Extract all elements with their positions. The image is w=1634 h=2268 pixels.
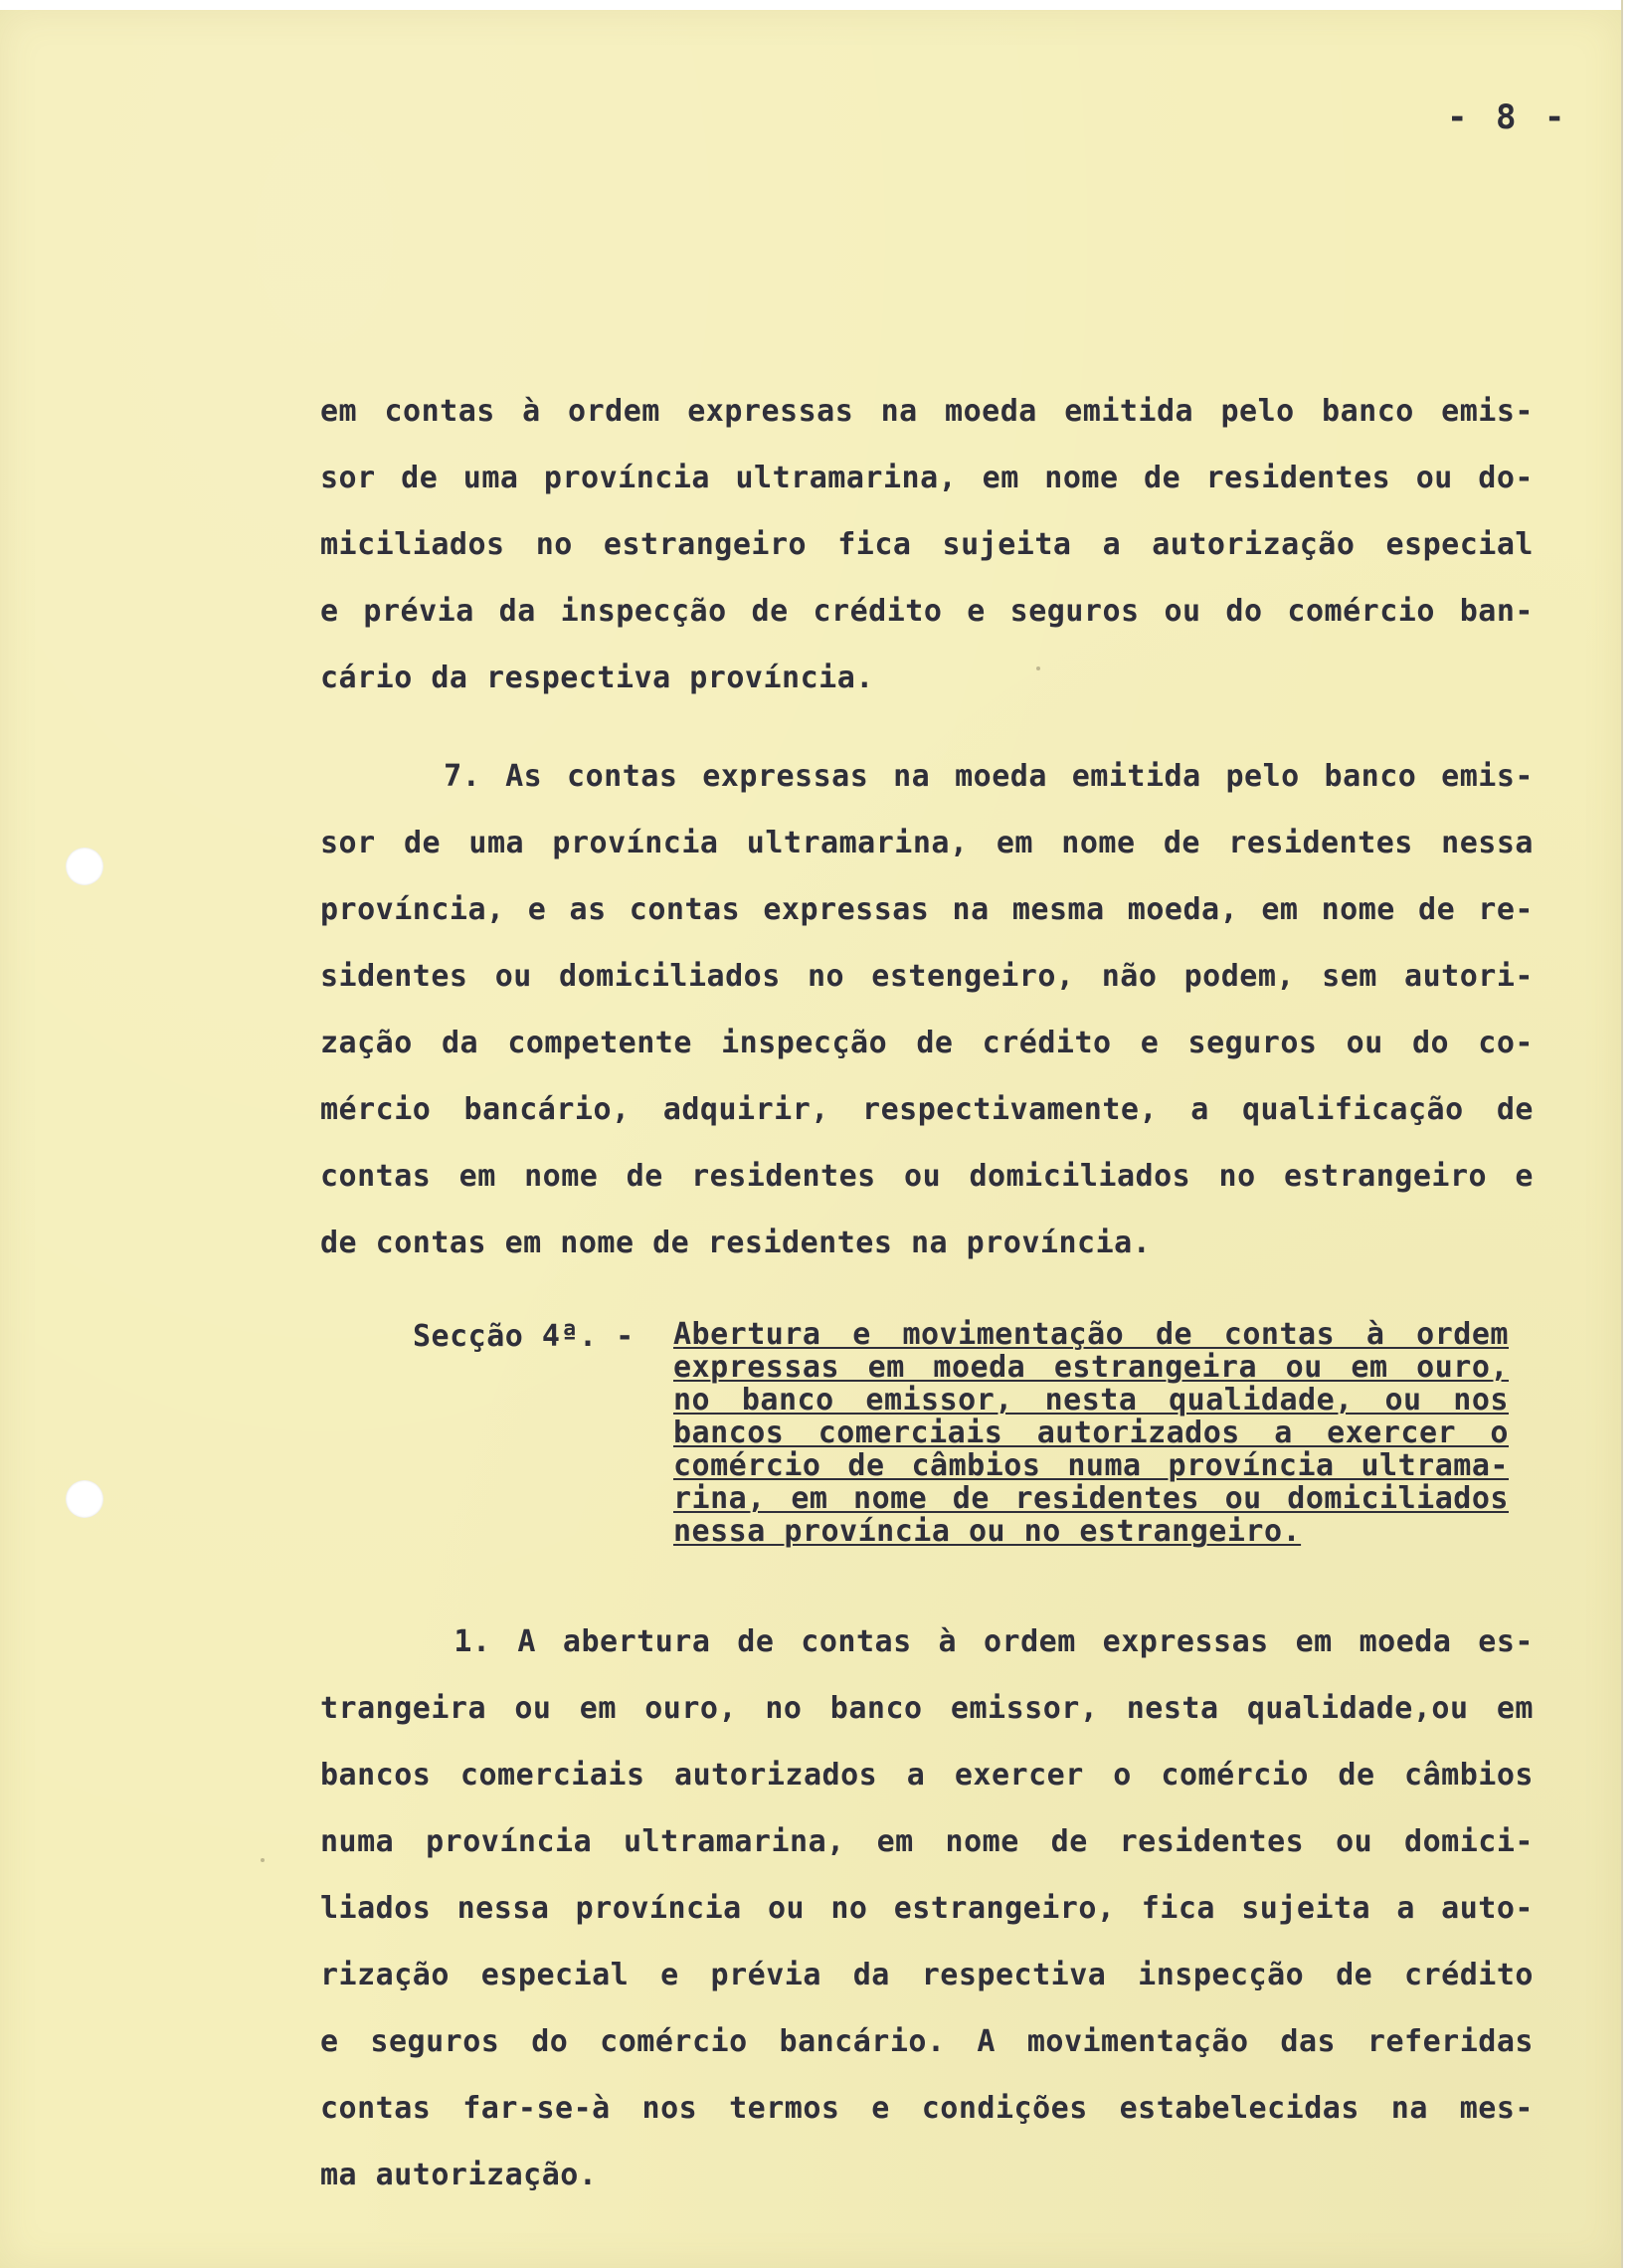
text-line: liados nessa província ou no estrangeiro, fica sujeita a auto- (320, 1891, 1534, 1926)
text-line: numa província ultramarina, em nome de residentes ou domici- (320, 1824, 1534, 1859)
text-line: sor de uma província ultramarina, em nome de residentes nessa (320, 826, 1534, 860)
section-title (673, 1318, 1509, 1548)
text-line: sidentes ou domiciliados no estengeiro, não podem, sem autori- (320, 959, 1534, 994)
paragraph-item-1 (320, 1608, 1534, 2208)
text-line: sor de uma província ultramarina, em nome de residentes ou do- (320, 461, 1534, 495)
text-line: e seguros do comércio bancário. A movimentação das referidas (320, 2024, 1534, 2059)
punch-hole (66, 848, 103, 885)
text-line: de contas em nome de residentes na província. (320, 1226, 1152, 1260)
scan-right-margin (1621, 0, 1634, 2268)
text-line: cário da respectiva província. (320, 661, 874, 695)
text-line: rização especial e prévia da respectiva inspecção de crédito (320, 1958, 1534, 1992)
text-line: miciliados no estrangeiro fica sujeita a autorização especial (320, 527, 1534, 562)
section-title-line: nessa província ou no estrangeiro. (673, 1514, 1302, 1549)
paragraph-item-7 (320, 743, 1534, 1276)
section-title-line: expressas em moeda estrangeira ou em ouro, (673, 1350, 1509, 1385)
text-line: bancos comerciais autorizados a exercer o comércio de câmbios (320, 1758, 1534, 1793)
text-line: ma autorização. (320, 2158, 598, 2192)
page-number: - 8 - (1447, 97, 1569, 137)
punch-hole (66, 1480, 103, 1518)
section-title-line: comércio de câmbios numa província ultrama- (673, 1448, 1509, 1483)
text-line: província, e as contas expressas na mesma moeda, em nome de re- (320, 892, 1534, 927)
text-line: em contas à ordem expressas na moeda emitida pelo banco emis- (320, 394, 1534, 429)
section-label: Secção 4ª. - (413, 1319, 635, 1354)
section-title-line: rina, em nome de residentes ou domiciliados (673, 1481, 1509, 1516)
paragraph-continuation (320, 378, 1534, 711)
text-line: contas far-se-à nos termos e condições estabelecidas na mes- (320, 2091, 1534, 2126)
section-title-line: bancos comerciais autorizados a exercer o (673, 1416, 1509, 1450)
section-title-line: no banco emissor, nesta qualidade, ou nos (673, 1383, 1509, 1418)
text-line: 1. A abertura de contas à ordem expressas em moeda es- (320, 1624, 1534, 1659)
text-line: mércio bancário, adquirir, respectivamente, a qualificação de (320, 1092, 1534, 1127)
section-title-line: Abertura e movimentação de contas à ordem (673, 1317, 1509, 1352)
text-line: e prévia da inspecção de crédito e seguros ou do comércio ban- (320, 594, 1534, 629)
text-line: contas em nome de residentes ou domiciliados no estrangeiro e (320, 1159, 1534, 1194)
ink-speck (261, 1858, 265, 1862)
text-line: zação da competente inspecção de crédito e seguros ou do co- (320, 1026, 1534, 1060)
text-line: 7. As contas expressas na moeda emitida pelo banco emis- (320, 759, 1534, 794)
text-line: trangeira ou em ouro, no banco emissor, nesta qualidade,ou em (320, 1691, 1534, 1726)
